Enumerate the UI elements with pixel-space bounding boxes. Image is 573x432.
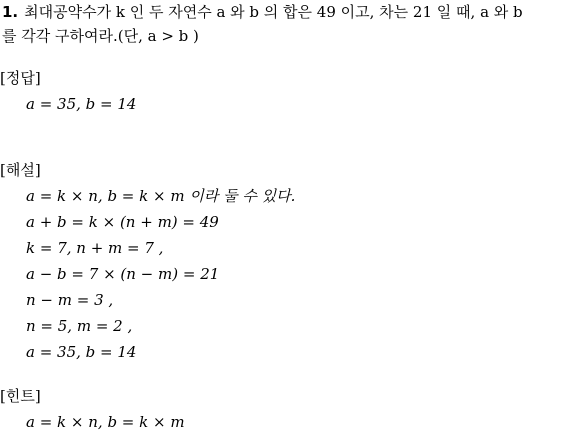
explanation-step: k = 7, n + m = 7 , (26, 239, 164, 257)
hint-heading: [힌트] (0, 387, 41, 405)
answer-value: a = 35, b = 14 (26, 95, 137, 113)
question-line-1 (2, 2, 523, 22)
answer-heading: [정답] (0, 69, 41, 87)
explanation-heading: [해설] (0, 161, 41, 179)
explanation-step: a − b = 7 × (n − m) = 21 (26, 265, 220, 283)
explanation-step: n = 5, m = 2 , (26, 317, 133, 335)
question-text-line-1: 최대공약수가 k 인 두 자연수 a 와 b 의 합은 49 이고, 차는 21 일 때, a 와 b (24, 3, 523, 21)
hint-value: a = k × n, b = k × m (26, 413, 185, 431)
explanation-step: a = 35, b = 14 (26, 343, 137, 361)
question-line-2: 를 각각 구하여라.(단, a > b ) (2, 27, 199, 45)
question-number: 1. (2, 3, 19, 21)
explanation-step: n − m = 3 , (26, 291, 114, 309)
explanation-step: a = k × n, b = k × m 이라 둘 수 있다. (26, 187, 296, 205)
explanation-step: a + b = k × (n + m) = 49 (26, 213, 219, 231)
